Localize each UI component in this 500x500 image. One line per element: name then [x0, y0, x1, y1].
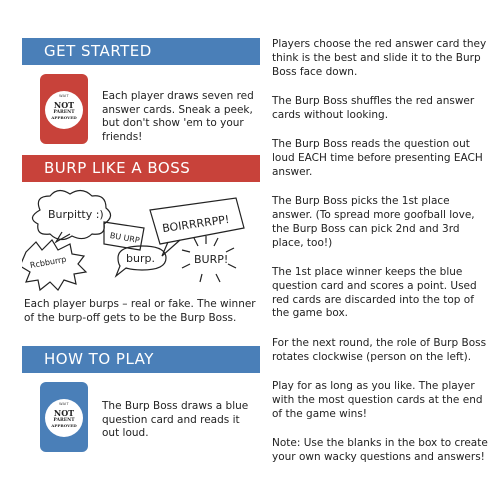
badge-line1: NOT: [53, 100, 75, 110]
blue-question-card-image: [40, 382, 88, 452]
bubble-bu-urp: BU URP: [109, 230, 141, 246]
instruction-paragraph: Players choose the red answer card they think is the best and slide it to the Burp Boss face down.: [272, 38, 487, 78]
instruction-paragraph: The 1st place winner keeps the blue question card and scores a point. Used red cards are discarded into the top of the game box.: [272, 265, 477, 320]
badge-line1: NOT: [53, 408, 75, 418]
badge-line2: PARENT: [53, 110, 75, 115]
instruction-paragraph: Play for as long as you like. The player with the most question cards at the end of the game wins!: [272, 379, 483, 420]
get-started-text: Each player draws seven red answer cards. Sneak a peek, but don't show 'em to your friends!: [102, 90, 254, 143]
badge-line3: APPROVED: [51, 115, 77, 120]
card-badge-text: [49, 101, 79, 120]
how-to-play-title: HOW TO PLAY: [44, 350, 154, 368]
instruction-paragraph: For the next round, the role of Burp Boss rotates clockwise (person on the left).: [272, 336, 487, 363]
how-to-play-banner: [22, 346, 260, 373]
bubble-rcbburrp: Rcbburrp: [29, 254, 68, 271]
instruction-paragraph: The Burp Boss shuffles the red answer cards without looking.: [272, 94, 475, 121]
instruction-paragraph: The Burp Boss picks the 1st place answer. (To spread more goofball love, the Burp Boss can pick 2nd and 3rd place, too!): [272, 195, 475, 249]
bubble-boirrrpp: BOIRRRRPP!: [161, 212, 231, 236]
burp-doodles-illustration: [22, 188, 267, 298]
bubble-burp-exclaim: BURP!: [194, 253, 229, 266]
burp-like-a-boss-title: BURP LIKE A BOSS: [44, 159, 191, 177]
bubble-burp-dot: burp.: [126, 252, 155, 265]
bubble-burpitty: Burpitty :): [48, 208, 104, 221]
get-started-title: GET STARTED: [44, 42, 152, 60]
instructions-column: [272, 38, 490, 480]
get-started-banner: [22, 38, 260, 65]
red-answer-card-image: [40, 74, 88, 144]
instruction-paragraph: Note: Use the blanks in the box to create your own wacky questions and answers!: [272, 436, 488, 463]
burp-like-a-boss-text: Each player burps – real or fake. The winner of the burp-off gets to be the Burp Boss.: [24, 298, 256, 324]
card-badge-text: [49, 409, 79, 428]
badge-line2: PARENT: [53, 418, 75, 423]
burp-like-a-boss-banner: [22, 155, 260, 182]
card-badge-top: WAIT: [59, 402, 69, 406]
how-to-play-text: The Burp Boss draws a blue question card and reads it out loud.: [102, 400, 249, 439]
card-badge-top: WAIT: [59, 94, 69, 98]
instruction-paragraph: The Burp Boss reads the question out loud EACH time before presenting EACH answer.: [272, 138, 483, 178]
badge-line3: APPROVED: [51, 423, 77, 428]
